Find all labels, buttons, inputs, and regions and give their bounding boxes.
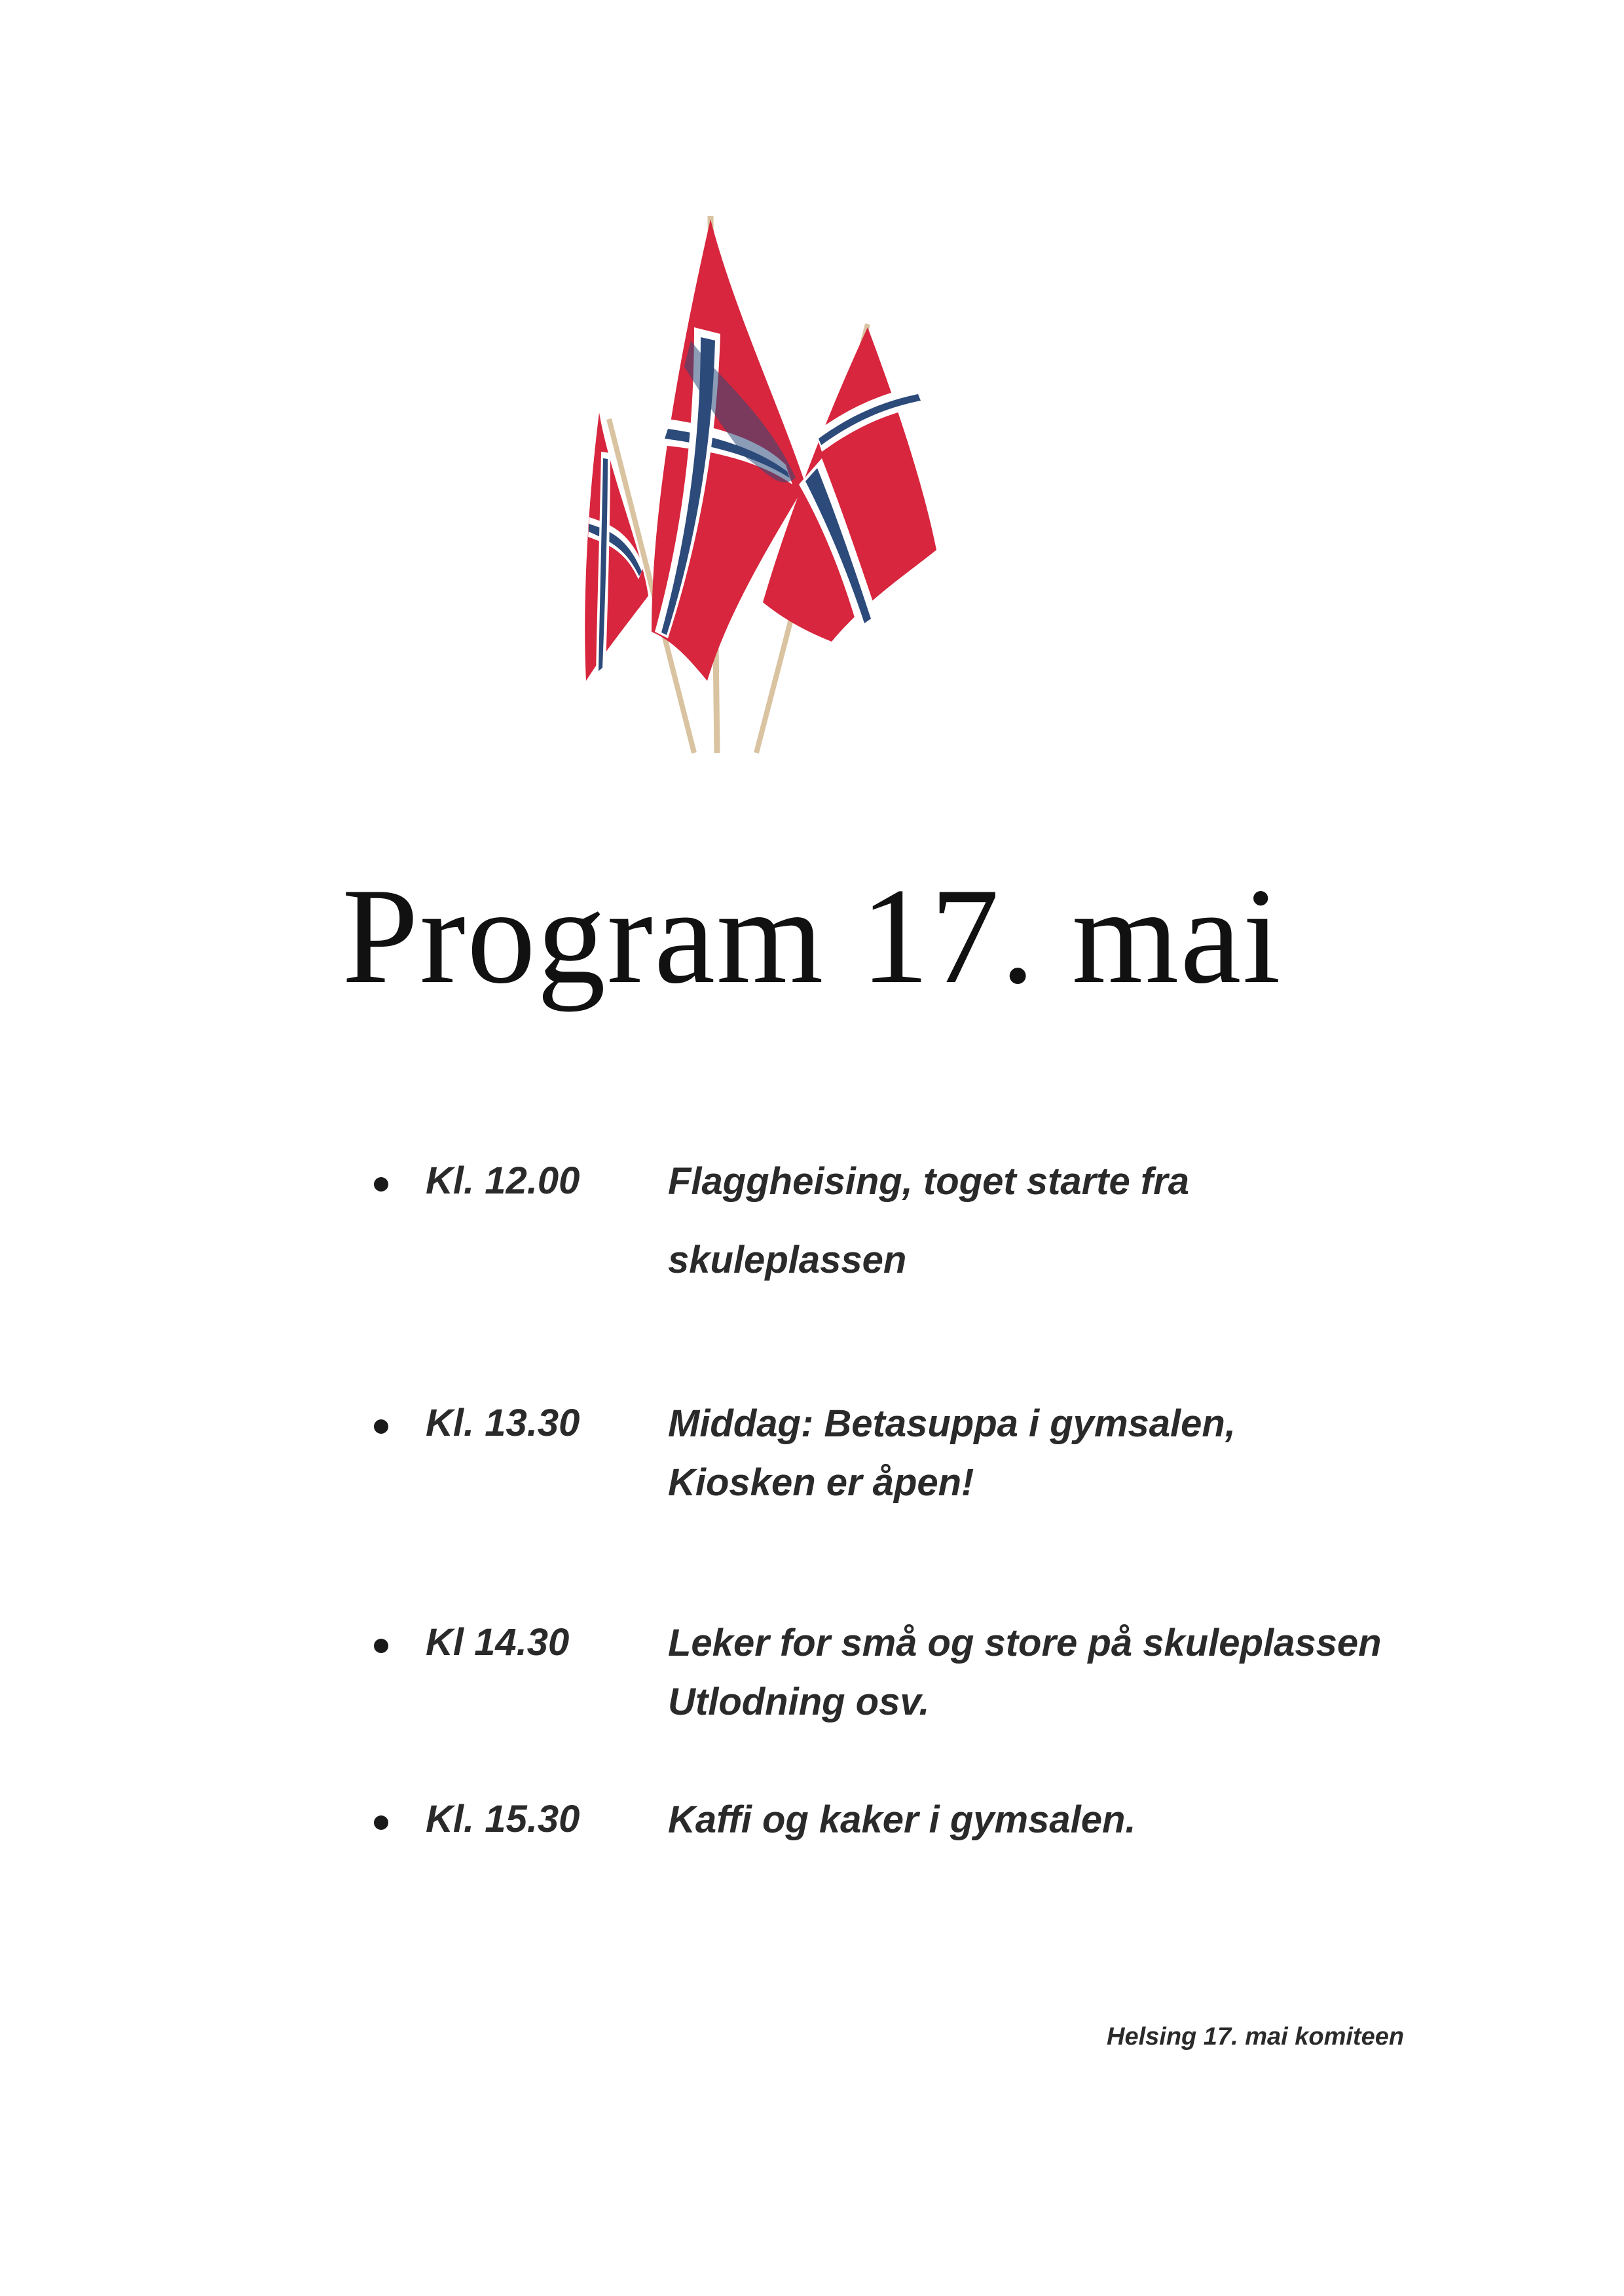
bullet-icon xyxy=(374,1639,388,1653)
program-description-line: Leker for små og store på skuleplassen xyxy=(668,1622,1382,1664)
program-time: Kl. 12.00 xyxy=(426,1159,580,1202)
program-description xyxy=(668,1401,1236,1506)
program-description xyxy=(668,1797,1136,1843)
program-time: Kl. 13.30 xyxy=(426,1402,580,1444)
bullet-icon xyxy=(374,1815,388,1830)
program-time: Kl 14.30 xyxy=(426,1621,570,1664)
program-description-line: Flaggheising, toget starte fra xyxy=(668,1160,1189,1203)
signature: Helsing 17. mai komiteen xyxy=(1107,2023,1405,2050)
program-description-line: Middag: Betasuppa i gymsalen, xyxy=(668,1402,1236,1445)
norwegian-flags-illustration xyxy=(570,210,963,773)
program-description-line: skuleplassen xyxy=(668,1239,907,1281)
bullet-icon xyxy=(374,1177,388,1192)
page-title: Program 17. mai xyxy=(342,860,1282,1012)
program-description xyxy=(668,1159,1189,1283)
program-time: Kl. 15.30 xyxy=(426,1798,580,1840)
bullet-icon xyxy=(374,1419,388,1434)
program-description-line: Kiosken er åpen! xyxy=(668,1461,974,1504)
program-description-line: Kaffi og kaker i gymsalen. xyxy=(668,1798,1136,1841)
program-description xyxy=(668,1620,1382,1725)
program-description-line: Utlodning osv. xyxy=(668,1681,930,1723)
